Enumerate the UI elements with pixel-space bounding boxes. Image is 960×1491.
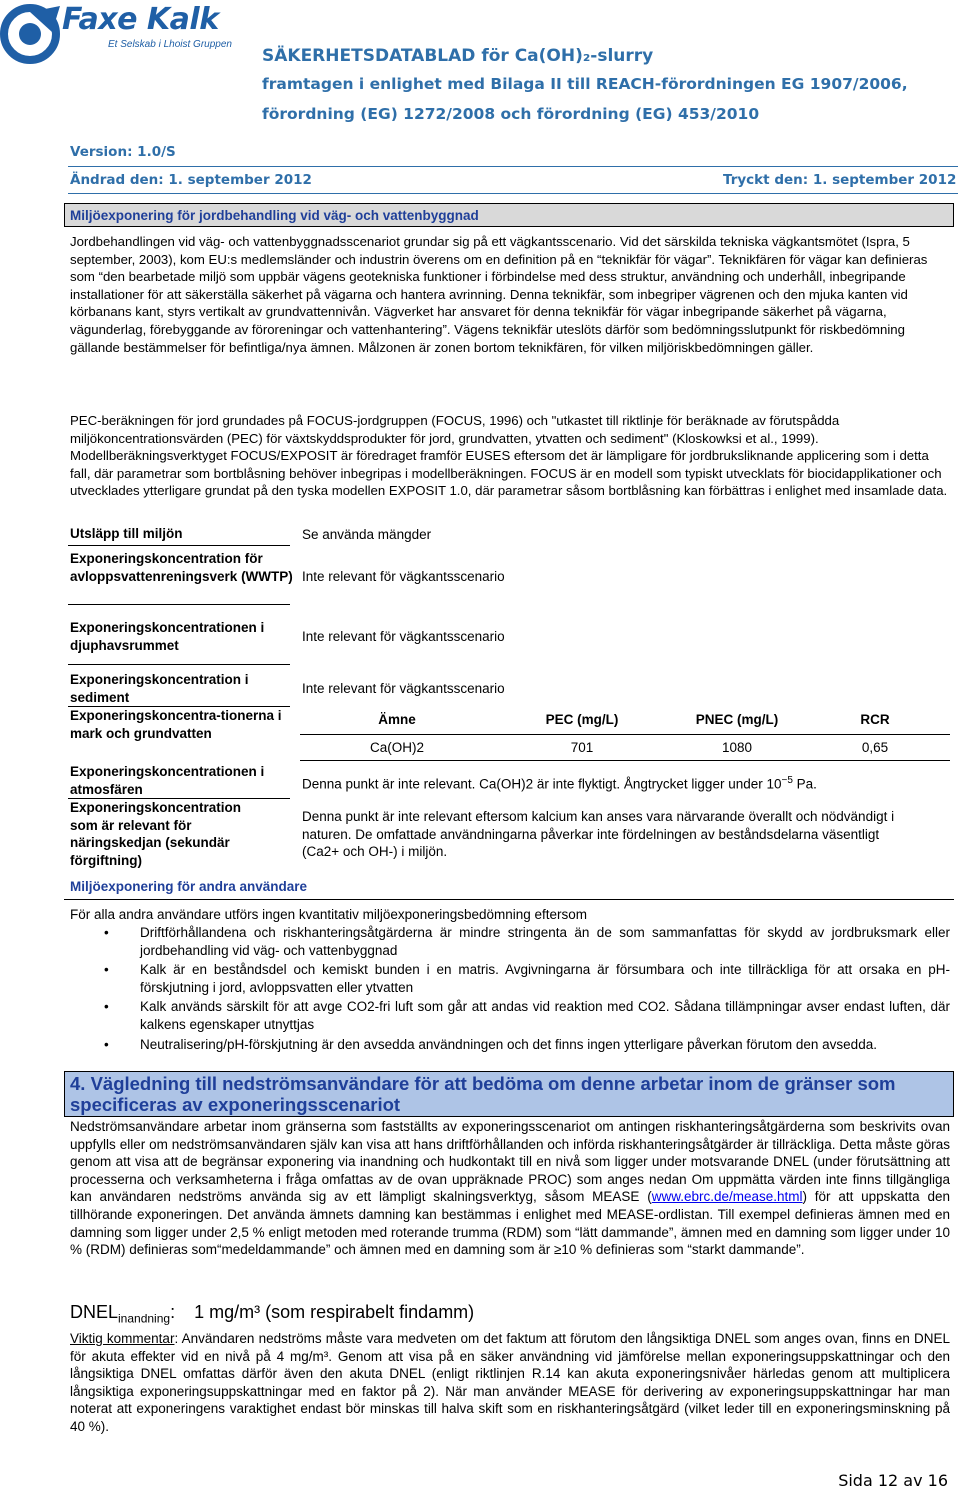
bullet-dot-icon: •	[104, 962, 109, 978]
changed-date: Ändrad den: 1. september 2012	[70, 172, 312, 188]
section-4-text-b: ) för att uppskatta den tillhörande exponeringen. Det använda ämnets damning kan bestämmas i enlighet med MEASE-ordlistan. Till exempel definieras ämnen med en damning som ligger under 2,5 % enligt metoden med roterande trumma (RDM) som “lätt dammande”, ämnen med en damning som ligger under 10 % (RDM) definieras som“medeldammande” och ämnen med en damning som är ≥10 % definieras som “starkt dammande”.	[70, 1189, 950, 1258]
section-4-paragraph	[70, 1118, 950, 1259]
exposure-value-food-chain: Denna punkt är inte relevant eftersom kalcium kan anses vara närvarande överallt och nödvändigt i naturen. De omfattade användningarna påverkar inte fördelningen av beståndsdelarna väsentligt (Ca2+ och OH-) i miljön.	[302, 809, 895, 860]
mease-link[interactable]: www.ebrc.de/mease.html	[651, 1189, 803, 1205]
exposure-value-wwtp: Inte relevant för vägkantsscenario	[302, 569, 505, 584]
logo-name: Faxe Kalk	[62, 2, 219, 37]
document-subtitle-1: framtagen i enlighet med Bilaga II till REACH-förordningen EG 1907/2006,	[262, 75, 908, 93]
logo-tagline: Et Selskab i Lhoist Gruppen	[108, 39, 232, 50]
exposure-divider	[68, 545, 290, 546]
pec-cell-pnec: 1080	[721, 740, 753, 755]
header-rule-1	[68, 166, 958, 167]
pec-cell-rcr: 0,65	[861, 740, 889, 755]
pec-header-rcr: RCR	[860, 712, 890, 727]
section-4-heading: 4. Vägledning till nedströmsanvändare för att bedöma om denne arbetar inom de gränser som specificeras av exponeringsscenariot	[64, 1071, 954, 1117]
exposure-value-deepsea: Inte relevant för vägkantsscenario	[302, 629, 505, 644]
exposure-label-atmosphere: Exponeringskoncentrationen i atmosfären	[70, 764, 265, 797]
bullet-item	[70, 924, 950, 959]
section-heading-soil-text: Miljöexponering för jordbehandling vid väg- och vattenbyggnad	[70, 208, 479, 223]
important-note-text: : Användaren nedströms måste vara medveten om det faktum att förutom den långsiktiga DNEL som anges ovan, finns en DNEL för akuta effekter vid en nivå på 4 mg/m³. Genom att visa på en säker användning vid jämförelse mellan exponeringsuppskattningar och den långsiktiga DNEL omfattas därför även den akuta DNEL (enligt riktlinjen R.14 kan akuta exponeringsnivåer härledas genom att multiplicera långsiktiga exponeringsuppskattningar med en faktor på 2). När man använder MEASE för derivering av exponeringsuppskattningar har man noterat att exponeringens varaktighet endast bör minskas till halva skift som en riskhanteringsåtgärd (vilket leder till en exponeringsminskning på 40 %).	[70, 1331, 950, 1434]
exposure-divider	[68, 664, 290, 665]
other-users-intro: För alla andra användare utförs ingen kvantitativ miljöexponeringsbedömning eftersom	[70, 907, 588, 922]
bullet-text: Neutralisering/pH-förskjutning är den avsedda användningen och det finns ingen ytterligare påverkan förutom den avsedda.	[140, 1036, 877, 1052]
exposure-value-atmosphere	[302, 772, 817, 793]
soil-paragraph-2: PEC-beräkningen för jord grundades på FOCUS-jordgruppen (FOCUS, 1996) och "utkastet till riktlinje för beräknade av förutspådda miljökoncentrationsvärden (PEC) för växtskyddsprodukter för jord, grundvatten, ytvatten och sediment" (Kloskowksi et al., 1999). Modellberäkningsverktyget FOCUS/EXPOSIT är föredraget framför EUSES eftersom det är lämpligare för jordbruksliknande applicering som i detta fall, där parametrar som bortblåsning behöver inbegripas i modellberäkningen. FOCUS är en modell som typiskt utvecklats för biocidapplikationer och utvecklades ytterligare grundat på den tyska modellen EXPOSIT 1.0, där parametrar såsom bortblåsning kan förbättras i enlighet med insamlade data.	[70, 413, 948, 499]
pec-header-substance: Ämne	[378, 712, 416, 727]
soil-paragraph-1: Jordbehandlingen vid väg- och vattenbyggnadsscenariot grundar sig på ett vägkantsscenario. Vid det särskilda tekniska vägkantsmötet (Ispra, 5 september, 2003), kom EU:s medlemsländer och industrin överens om en definition på en “teknikfär för vägar”. Teknikfären för vägar kan definieras som “den bearbetade miljö som uppbär vägens geotekniska funktioner i förbindelse med dess struktur, användning och underhåll, inbegripande installationer för att säkerställa säkerhet på vägarna och hantera avrinning. Denna teknikfär, som inbegriper vägrenen och den mjuka kanten vid körbanans kant, styrs vertikalt av grundvattennivån. Vägverket har ansvaret för denna teknikfär för vägar inbegripande säkerhet på vägarna, vägunderlag, förebyggande av föroreningar och vattenhantering”. Vägens teknikfär uteslöts därför som bedömningsslutpunkt för riskbedömning gällande bestämmelser för befintliga/nya ämnen. Målzonen är zonen bortom teknikfären, för vilken miljöriskbedömningen gäller.	[70, 234, 928, 355]
page-number: Sida 12 av 16	[838, 1471, 948, 1490]
exposure-label-soil-groundwater: Exponeringskoncentra-tionerna i mark och grundvatten	[70, 708, 282, 741]
pec-header-pec: PEC (mg/L)	[545, 712, 619, 727]
exposure-label-release: Utsläpp till miljön	[70, 526, 183, 541]
bullet-text: Driftförhållandena och riskhanteringsåtgärderna är mindre stringenta än de som sammanfattas för skydd av jordbruksmark eller jordbehandling vid väg- och vattenbyggnad	[140, 925, 950, 958]
exposure-label-wwtp: Exponeringskoncentration för avloppsvattenreningsverk (WWTP)	[70, 551, 293, 584]
exposure-label-deepsea: Exponeringskoncentrationen i djuphavsrummet	[70, 620, 265, 653]
dnel-line	[70, 1302, 474, 1326]
other-users-heading: Miljöexponering för andra användare	[70, 879, 308, 894]
bullet-text: Kalk används särskilt för att avge CO2-fri luft som går att andas vid reaktion med CO2. Sådana tillämpningar avser endast luften, där kalkens egenskaper utnyttjas	[140, 999, 950, 1032]
bullet-dot-icon: •	[104, 925, 109, 940]
version: Version: 1.0/S	[70, 144, 176, 160]
section-heading-soil	[64, 203, 954, 227]
faxe-kalk-logo-icon	[0, 2, 66, 64]
pec-header-pnec: PNEC (mg/L)	[695, 712, 779, 727]
exposure-value-release: Se använda mängder	[302, 527, 432, 542]
exposure-value-atmosphere-unit: Pa.	[792, 776, 817, 792]
dnel-subscript: inandning	[118, 1311, 171, 1326]
pec-cell-substance: Ca(OH)2	[369, 740, 424, 755]
dnel-value: 1 mg/m³ (som respirabelt findamm)	[194, 1302, 475, 1322]
other-users-bullets	[70, 924, 950, 1055]
bullet-item	[70, 961, 950, 996]
important-note-label: Viktig kommentar	[70, 1331, 175, 1346]
exposure-value-atmosphere-text: Denna punkt är inte relevant. Ca(OH)2 är inte flyktigt. Ångtrycket ligger under 10	[302, 776, 782, 792]
logo	[0, 0, 235, 68]
dnel-label: DNEL	[70, 1302, 119, 1322]
exposure-label-sediment: Exponeringskoncentration i sediment	[70, 672, 249, 705]
other-users-rule	[64, 899, 954, 900]
bullet-dot-icon: •	[104, 1036, 109, 1052]
document-subtitle-2: förordning (EG) 1272/2008 och förordning (EG) 453/2010	[262, 105, 760, 123]
bullet-dot-icon: •	[104, 999, 109, 1015]
bullet-text: Kalk är en beståndsdel och kemiskt bunden i en matris. Avgivningarna är försumbara och inte tillräckliga för att orsaka en pH-förskjutning i jord, avloppsvatten eller ytvatten	[140, 962, 950, 995]
pec-table-header-rule	[300, 734, 950, 735]
exposure-divider	[68, 604, 290, 605]
header-rule-2	[68, 193, 958, 194]
exposure-value-atmosphere-exponent: −5	[781, 775, 793, 786]
bullet-item	[70, 1036, 950, 1054]
document-title: SÄKERHETSDATABLAD för Ca(OH)₂-slurry	[262, 46, 654, 66]
dnel-colon: :	[170, 1302, 176, 1322]
exposure-label-food-chain: Exponeringskoncentration som är relevant för näringskedjan (sekundär förgiftning)	[70, 800, 242, 868]
pec-table-bottom-rule	[300, 760, 950, 761]
important-note	[70, 1330, 950, 1436]
pec-cell-pec: 701	[570, 740, 594, 755]
bullet-item	[70, 998, 950, 1033]
section-4-text-a: Nedströmsanvändare arbetar inom gränserna som fastställts av exponeringsscenariot om antingen riskhanteringsåtgärderna som beskrivits ovan uppfylls eller om nedströmsanvändaren själv kan visa att hans driftförhållanden och införda riskhanteringsåtgärder är tillräckliga. Detta måste göras genom att visa att de begränsar exponering via inandning och hudkontakt till en nivå som ligger under motsvarande DNEL (under förutsättning att processerna och verksamheterna i fråga omfattas av de ovan uppräknade PROC) som anges nedan Om uppmätta värden inte finns tillgängliga kan användaren nedströms använda sig av ett lämpligt skalningsverktyg, såsom MEASE (	[70, 1119, 950, 1205]
printed-date: Tryckt den: 1. september 2012	[723, 172, 957, 188]
exposure-value-sediment: Inte relevant för vägkantsscenario	[302, 681, 505, 696]
